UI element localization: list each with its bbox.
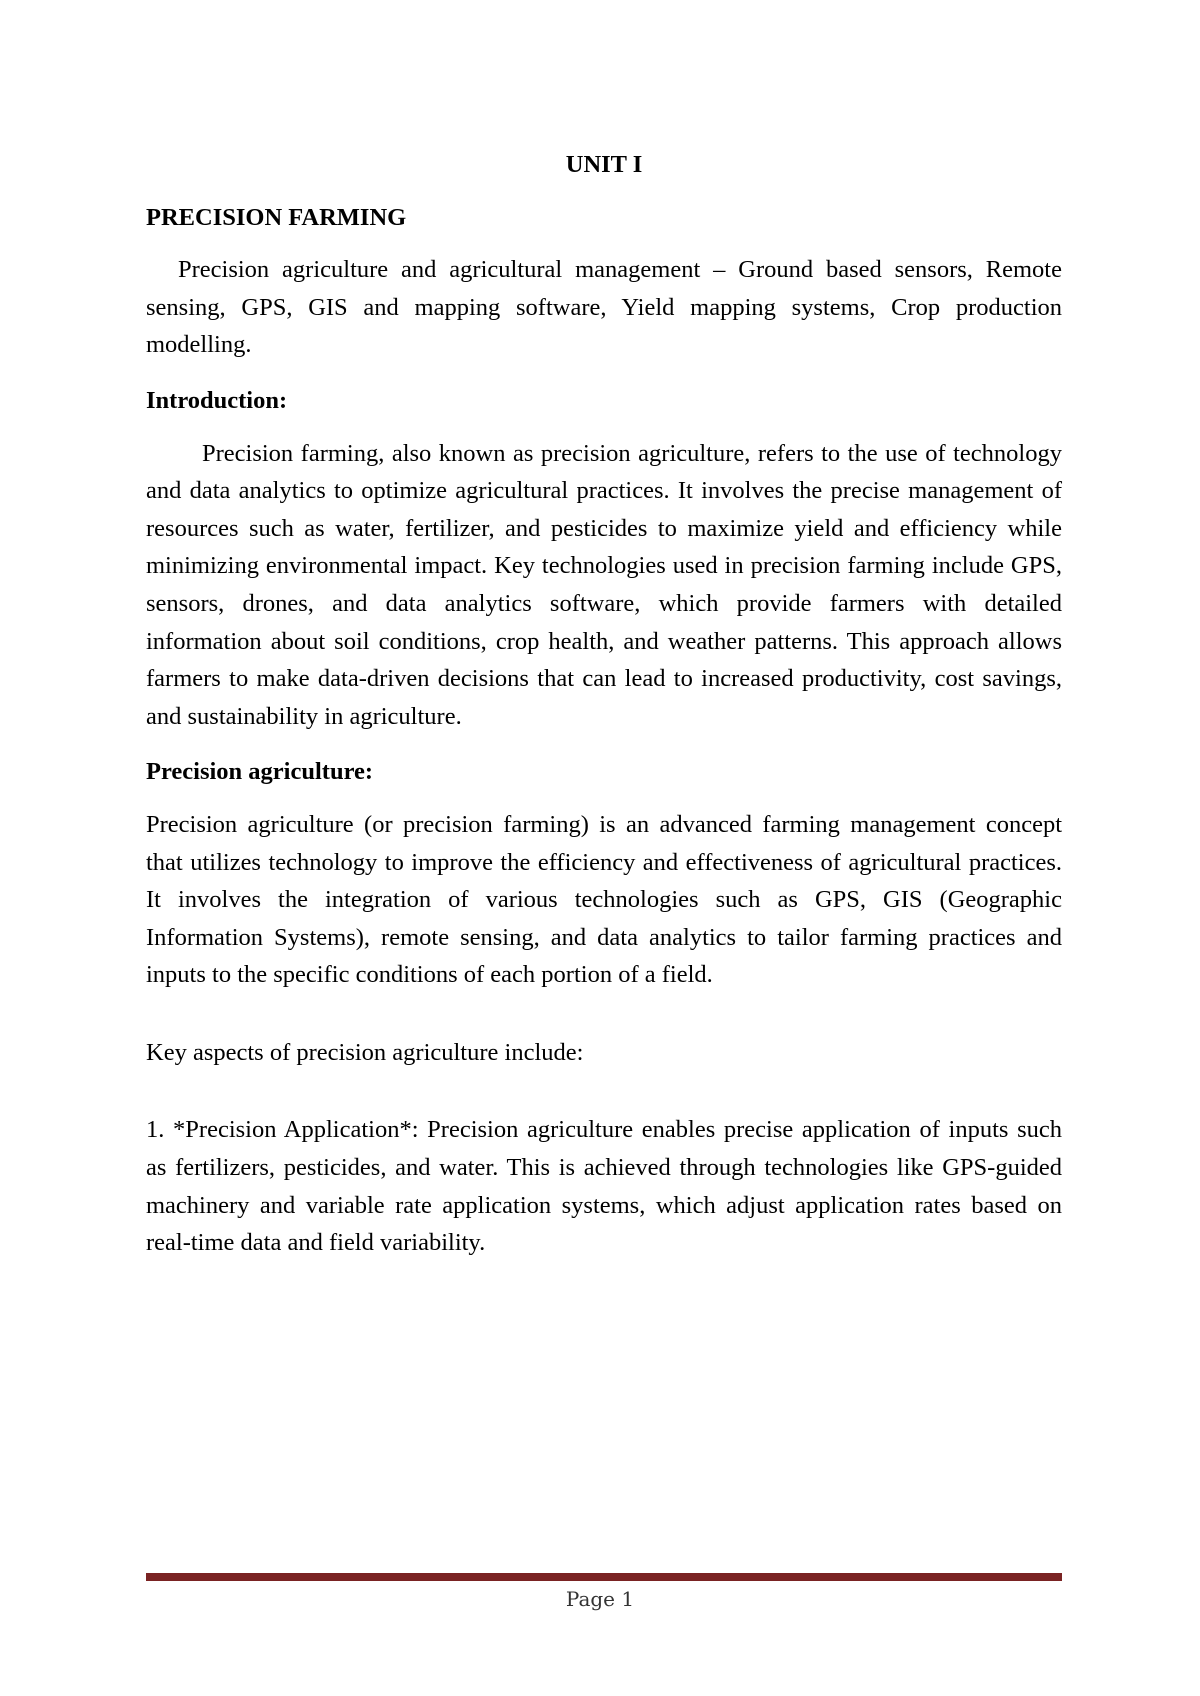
precision-agriculture-paragraph: Precision agriculture (or precision farming) is an advanced farming management concept that utilizes technology to improve the efficiency and effectiveness of agricultural practices. It involves the integration of various technologies such as GPS, GIS (Geographic Information Systems), remote sensing, and data analytics to tailor farming practices and inputs to the specific conditions of each portion of a field. — [146, 810, 1062, 989]
footer-rule — [146, 1573, 1062, 1581]
unit-title: UNIT I — [565, 151, 643, 178]
introduction-heading: Introduction: — [146, 386, 288, 414]
key-aspect-item: 1. *Precision Application*: Precision agriculture enables precise application of inputs such as fertilizers, pesticides, and water. This is achieved through technologies like GPS-guided machinery and variable rate application systems, which adjust application rates based on real-time data and field variability. — [146, 1116, 1062, 1257]
section-title: PRECISION FARMING — [146, 203, 407, 231]
page-number: Page 1 — [565, 1587, 635, 1611]
syllabus-paragraph: Precision agriculture and agricultural management – Ground based sensors, Remote sensing, GPS, GIS and mapping software, Yield mapping systems, Crop production modelling. — [146, 256, 1062, 359]
key-aspects-intro: Key aspects of precision agriculture include: — [146, 1038, 584, 1066]
precision-agriculture-heading: Precision agriculture: — [146, 758, 374, 786]
page-content — [146, 146, 1062, 1280]
introduction-paragraph: Precision farming, also known as precision agriculture, refers to the use of technology and data analytics to optimize agricultural practices. It involves the precise management of resources such as water, fertilizer, and pesticides to maximize yield and efficiency while minimizing environmental impact. Key technologies used in precision farming include GPS, sensors, drones, and data analytics software, which provide farmers with detailed information about soil conditions, crop health, and weather patterns. This approach allows farmers to make data-driven decisions that can lead to increased productivity, cost savings, and sustainability in agriculture. — [146, 439, 1062, 730]
